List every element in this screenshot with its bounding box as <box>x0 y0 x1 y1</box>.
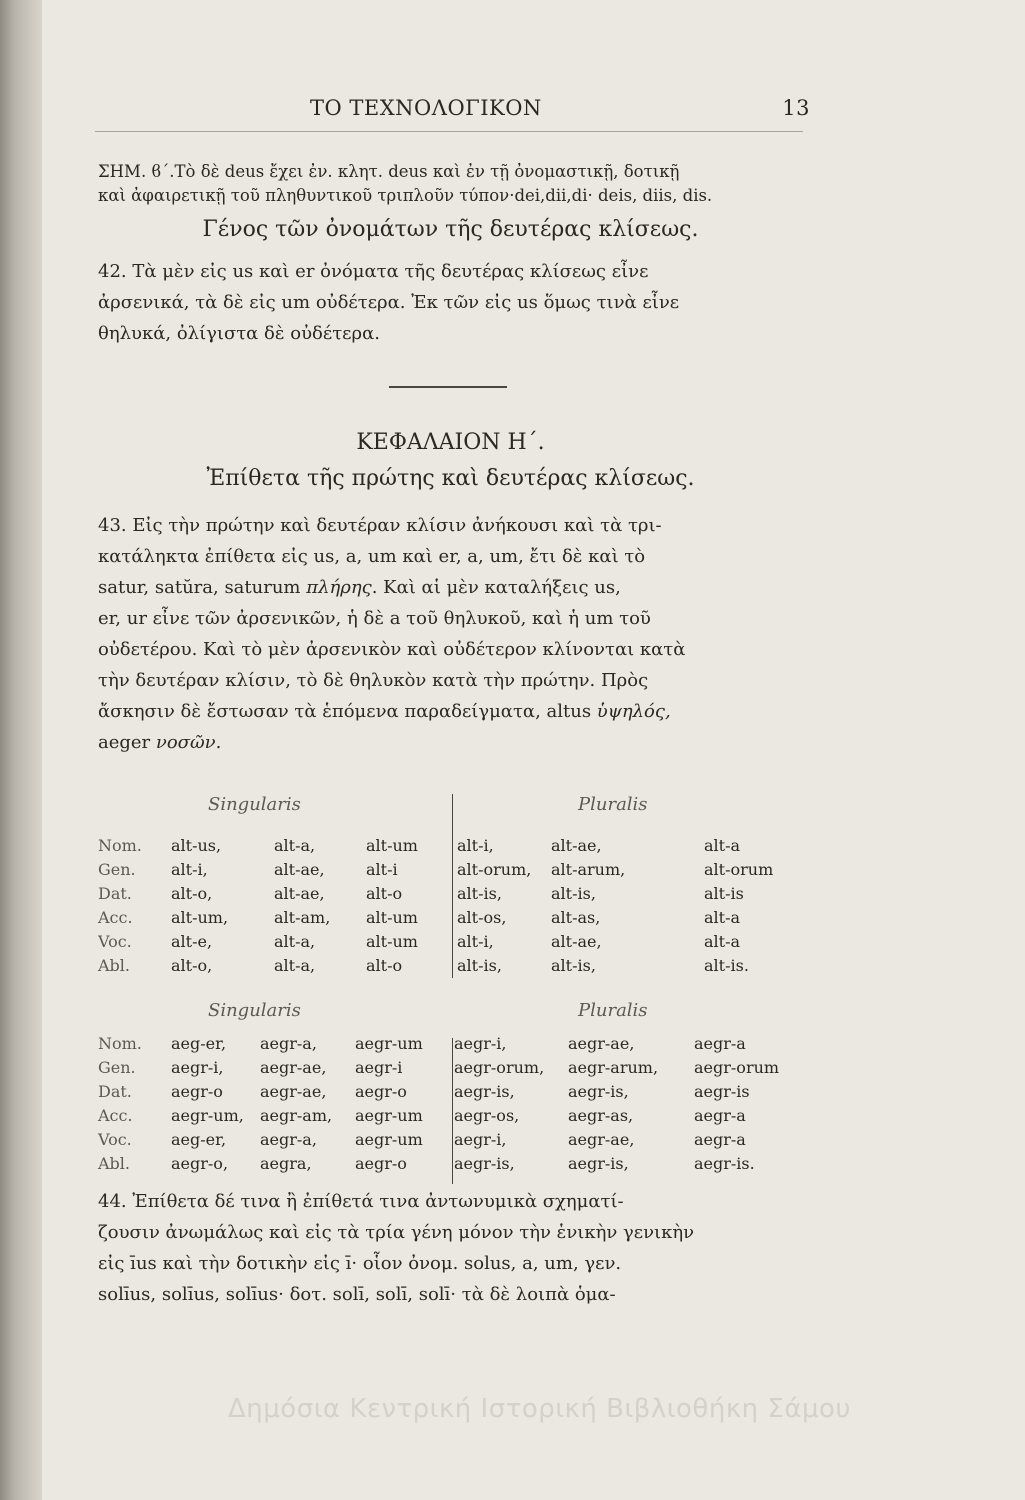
table-cell: aegr-is, <box>454 1154 515 1173</box>
table-cell: alt-is. <box>704 956 749 975</box>
table-cell: aegr-o <box>171 1082 223 1101</box>
table-cell: aegr-ae, <box>568 1130 635 1149</box>
library-watermark: Δημόσια Κεντρική Ιστορική Βιβλιοθήκη Σάμου <box>228 1394 851 1424</box>
table-cell: aegr-am, <box>260 1106 333 1125</box>
table-cell: aegr-a <box>694 1106 746 1125</box>
table-cell: alt-a, <box>274 932 316 951</box>
table-cell: aegr-o <box>355 1154 407 1173</box>
case-label: Dat. <box>98 884 132 903</box>
para44-line-2: ζουσιν ἀνωμάλως καὶ εἰς τὰ τρία γένη μόνον τὴν ἑνικὴν γενικὴν <box>98 1222 695 1243</box>
table-cell: aegr-i <box>355 1058 403 1077</box>
table-altus-plural-label: Pluralis <box>578 794 648 815</box>
table-cell: alt-orum <box>704 860 774 879</box>
table-row <box>98 1082 803 1104</box>
chapter-subtitle: Ἐπίθετα τῆς πρώτης καὶ δευτέρας κλίσεως. <box>206 466 695 491</box>
table-cell: aegr-is. <box>694 1154 755 1173</box>
para42-line-2: ἀρσενικά, τὰ δὲ εἰς um οὐδέτερα. Ἐκ τῶν εἰς us ὅμως τινὰ εἶνε <box>98 292 680 313</box>
para43-line-6: τὴν δευτέραν κλίσιν, τὸ δὲ θηλυκὸν κατὰ τὴν πρώτην. Πρὸς <box>98 670 649 691</box>
paragraph-43 <box>98 510 803 758</box>
table-cell: alt-a <box>704 932 741 951</box>
para42-line-1: 42. Τὰ μὲν εἰς us καὶ er ὀνόματα τῆς δευτέρας κλίσεως εἶνε <box>98 261 649 282</box>
para43-line-2: κατάληκτα ἐπίθετα εἰς us, a, um καὶ er, a, um, ἔτι δὲ καὶ τὸ <box>98 546 646 567</box>
book-gutter <box>0 0 42 1500</box>
table-cell: alt-a, <box>274 836 316 855</box>
table-cell: aegr-um <box>355 1130 423 1149</box>
table-row <box>98 908 803 930</box>
table-cell: aegr-is <box>694 1082 750 1101</box>
table-cell: aegr-ae, <box>260 1058 327 1077</box>
table-cell: aegr-ae, <box>568 1034 635 1053</box>
table-cell: alt-um, <box>171 908 229 927</box>
note-paragraph <box>98 160 803 208</box>
table-cell: aeg-er, <box>171 1130 227 1149</box>
case-label: Abl. <box>98 1154 130 1173</box>
table-cell: aegr-i, <box>454 1034 507 1053</box>
subheading-gender: Γένος τῶν ὀνομάτων τῆς δευτέρας κλίσεως. <box>202 217 699 242</box>
header-rule <box>95 131 803 132</box>
case-label: Abl. <box>98 956 130 975</box>
para43-line-3a: satur, satŭra, saturum <box>98 577 307 598</box>
table-row <box>98 836 803 858</box>
table-cell: aegr-orum <box>694 1058 780 1077</box>
section-divider <box>389 386 507 388</box>
table-cell: aegr-a <box>694 1034 746 1053</box>
para44-line-3: εἰς īus καὶ τὴν δοτικὴν εἰς ī· οἷον ὀνομ. solus, a, um, γεν. <box>98 1253 622 1274</box>
table-cell: alt-is, <box>551 956 596 975</box>
case-label: Acc. <box>98 908 133 927</box>
table-cell: alt-um <box>366 836 418 855</box>
table-cell: aegr-orum, <box>454 1058 545 1077</box>
para42-line-3: θηλυκά, ὀλίγιστα δὲ οὐδέτερα. <box>98 323 380 344</box>
table-altus <box>98 794 803 984</box>
note-line-2: καὶ ἀφαιρετικῇ τοῦ πληθυντικοῦ τριπλοῦν τύπον·dei,dii,di· deis, diis, dis. <box>98 186 713 205</box>
case-label: Gen. <box>98 1058 136 1077</box>
note-line-1: ΣΗΜ. ϐ΄.Τὸ δὲ deus ἔχει ἐν. κλητ. deus καὶ ἐν τῇ ὀνομαστικῇ, δοτικῇ <box>98 162 680 181</box>
table-cell: alt-is, <box>457 956 502 975</box>
case-label: Acc. <box>98 1106 133 1125</box>
table-cell: alt-is, <box>551 884 596 903</box>
running-title: ΤΟ ΤΕΧΝΟΛΟΓΙΚΟΝ <box>310 96 542 120</box>
table-cell: alt-ae, <box>274 860 325 879</box>
para44-line-1: 44. Ἐπίθετα δέ τινα ἢ ἐπίθετά τινα ἀντωνυμικὰ σχηματί- <box>98 1191 624 1212</box>
table-cell: alt-ae, <box>551 836 602 855</box>
paragraph-42 <box>98 256 803 349</box>
table-row <box>98 860 803 882</box>
table-cell: alt-o, <box>171 956 213 975</box>
table-cell: alt-a <box>704 908 741 927</box>
table-cell: alt-us, <box>171 836 222 855</box>
table-cell: aegr-um, <box>171 1106 244 1125</box>
paragraph-44 <box>98 1186 803 1310</box>
table-cell: aegr-um <box>355 1034 423 1053</box>
table-row <box>98 884 803 906</box>
table-cell: alt-arum, <box>551 860 626 879</box>
table-row <box>98 956 803 978</box>
para43-line-3c: . Καὶ αἱ μὲν καταλήξεις us, <box>371 577 621 598</box>
case-label: Voc. <box>98 932 132 951</box>
table-cell: aegra, <box>260 1154 312 1173</box>
table-cell: aegr-o <box>355 1082 407 1101</box>
table-cell: aeg-er, <box>171 1034 227 1053</box>
table-cell: aegr-os, <box>454 1106 520 1125</box>
table-cell: alt-as, <box>551 908 601 927</box>
table-row <box>98 1106 803 1128</box>
table-cell: alt-i <box>366 860 398 879</box>
table-cell: alt-ae, <box>274 884 325 903</box>
table-cell: alt-um <box>366 932 418 951</box>
page-number: 13 <box>782 96 810 120</box>
table-row <box>98 1154 803 1176</box>
table-cell: aegr-a, <box>260 1034 317 1053</box>
para43-line-8a: aeger <box>98 732 156 753</box>
table-cell: alt-um <box>366 908 418 927</box>
table-cell: aegr-um <box>355 1106 423 1125</box>
table-aeger <box>98 1000 803 1190</box>
table-cell: alt-orum, <box>457 860 532 879</box>
case-label: Voc. <box>98 1130 132 1149</box>
case-label: Gen. <box>98 860 136 879</box>
table-cell: alt-i, <box>457 932 494 951</box>
table-cell: aegr-as, <box>568 1106 634 1125</box>
table-cell: alt-o, <box>171 884 213 903</box>
table-cell: alt-am, <box>274 908 331 927</box>
para43-line-1: 43. Εἰς τὴν πρώτην καὶ δευτέραν κλίσιν ἀνήκουσι καὶ τὰ τρι- <box>98 515 662 536</box>
table-row <box>98 1130 803 1152</box>
table-cell: aegr-i, <box>454 1130 507 1149</box>
chapter-title: ΚΕΦΑΛΑΙΟΝ Η΄. <box>356 430 545 455</box>
table-cell: alt-o <box>366 956 403 975</box>
page-header <box>310 96 810 130</box>
table-aeger-singular-label: Singularis <box>208 1000 301 1021</box>
table-cell: alt-a, <box>274 956 316 975</box>
table-cell: alt-os, <box>457 908 507 927</box>
table-cell: aegr-is, <box>568 1154 629 1173</box>
table-cell: alt-a <box>704 836 741 855</box>
case-label: Dat. <box>98 1082 132 1101</box>
para43-line-4: er, ur εἶνε τῶν ἀρσενικῶν, ἡ δὲ a τοῦ θηλυκοῦ, καὶ ἡ um τοῦ <box>98 608 651 629</box>
table-row <box>98 932 803 954</box>
table-cell: aegr-a <box>694 1130 746 1149</box>
para43-line-5: οὐδετέρου. Καὶ τὸ μὲν ἀρσενικὸν καὶ οὐδέτερον κλίνονται κατὰ <box>98 639 686 660</box>
case-label: Nom. <box>98 1034 142 1053</box>
table-cell: aegr-o, <box>171 1154 229 1173</box>
case-label: Nom. <box>98 836 142 855</box>
table-cell: aegr-is, <box>454 1082 515 1101</box>
table-aeger-plural-label: Pluralis <box>578 1000 648 1021</box>
para44-line-4: solīus, solīus, solīus· δοτ. solī, solī, solī· τὰ δὲ λοιπὰ ὁμα- <box>98 1284 616 1305</box>
para43-line-7b: ὑψηλός, <box>596 701 671 722</box>
table-cell: alt-is <box>704 884 744 903</box>
table-row <box>98 1034 803 1056</box>
table-cell: aegr-a, <box>260 1130 317 1149</box>
table-cell: aegr-i, <box>171 1058 224 1077</box>
table-cell: alt-is, <box>457 884 502 903</box>
table-cell: alt-i, <box>171 860 208 879</box>
para43-line-8b: νοσῶν. <box>155 732 222 753</box>
table-cell: alt-e, <box>171 932 213 951</box>
table-cell: aegr-ae, <box>260 1082 327 1101</box>
table-cell: aegr-arum, <box>568 1058 659 1077</box>
para43-line-3b: πλήρης <box>306 577 372 598</box>
table-cell: alt-i, <box>457 836 494 855</box>
para43-line-7a: ἄσκησιν δὲ ἔστωσαν τὰ ἑπόμενα παραδείγματα, altus <box>98 701 597 722</box>
table-cell: alt-o <box>366 884 403 903</box>
table-cell: alt-ae, <box>551 932 602 951</box>
table-row <box>98 1058 803 1080</box>
table-altus-singular-label: Singularis <box>208 794 301 815</box>
table-cell: aegr-is, <box>568 1082 629 1101</box>
